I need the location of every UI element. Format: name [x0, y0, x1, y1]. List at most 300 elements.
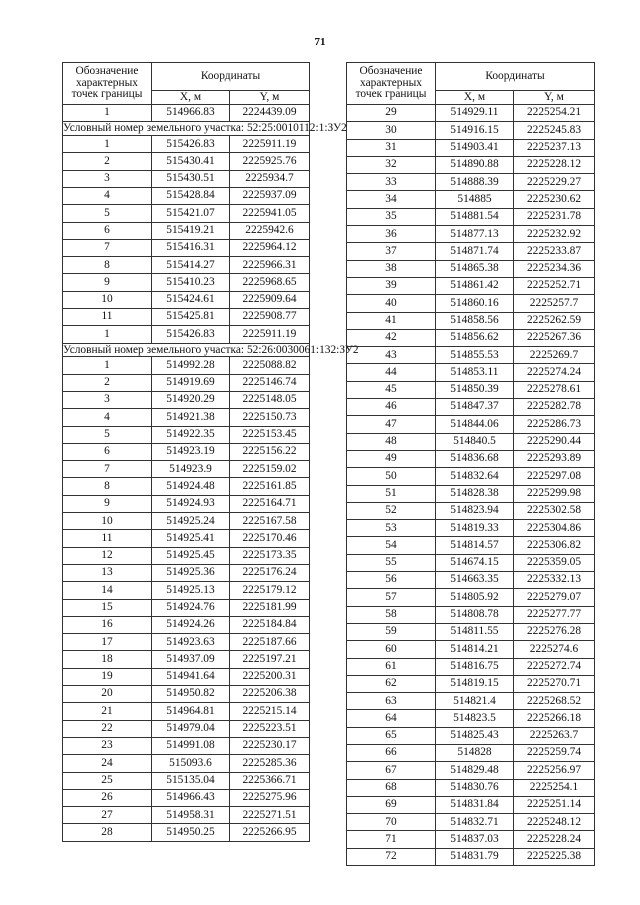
y-value: 2225925.76	[230, 153, 310, 170]
table-row	[347, 658, 595, 675]
y-value: 2225153.45	[230, 426, 310, 443]
y-value: 2225275.96	[230, 789, 310, 806]
y-value: 2225909.64	[230, 291, 310, 308]
table-row	[63, 634, 310, 651]
x-value: 514991.08	[152, 737, 230, 754]
point-number: 28	[63, 824, 152, 841]
point-number: 32	[347, 156, 436, 173]
table-row	[63, 239, 310, 256]
x-value: 514992.28	[152, 357, 230, 374]
point-number: 48	[347, 433, 436, 450]
table-row	[347, 589, 595, 606]
point-number: 12	[63, 547, 152, 564]
x-value: 514814.57	[436, 537, 514, 554]
y-value: 2225299.98	[514, 485, 595, 502]
point-number: 9	[63, 495, 152, 512]
point-number: 46	[347, 399, 436, 416]
x-value: 514850.39	[436, 381, 514, 398]
point-number: 43	[347, 347, 436, 364]
y-value: 2225176.24	[230, 564, 310, 581]
y-value: 2225290.44	[514, 433, 595, 450]
table-row	[347, 156, 595, 173]
x-value: 514853.11	[436, 364, 514, 381]
table-row	[347, 641, 595, 658]
point-number: 39	[347, 277, 436, 294]
y-value: 2225200.31	[230, 668, 310, 685]
x-value: 514837.03	[436, 831, 514, 848]
point-number: 58	[347, 606, 436, 623]
x-value: 514858.56	[436, 312, 514, 329]
point-number: 11	[63, 530, 152, 547]
x-value: 514821.4	[436, 693, 514, 710]
y-value: 2225170.46	[230, 530, 310, 547]
y-value: 2225187.66	[230, 634, 310, 651]
x-value: 514941.64	[152, 668, 230, 685]
table-row	[347, 450, 595, 467]
table-row	[347, 329, 595, 346]
table-row	[63, 582, 310, 599]
table-row	[347, 226, 595, 243]
y-value: 2225266.18	[514, 710, 595, 727]
point-number: 71	[347, 831, 436, 848]
x-value: 514823.5	[436, 710, 514, 727]
x-value: 514890.88	[436, 156, 514, 173]
point-number: 62	[347, 675, 436, 692]
point-number: 9	[63, 274, 152, 291]
table-row	[63, 291, 310, 308]
table-row	[347, 537, 595, 554]
y-value: 2225942.6	[230, 222, 310, 239]
point-number: 6	[63, 222, 152, 239]
y-value: 2225332.13	[514, 572, 595, 589]
x-value: 514923.19	[152, 443, 230, 460]
point-number: 70	[347, 814, 436, 831]
table-row	[63, 478, 310, 495]
point-number: 31	[347, 139, 436, 156]
table-row	[347, 675, 595, 692]
x-value: 515430.51	[152, 170, 230, 187]
point-number: 13	[63, 564, 152, 581]
table-row	[347, 572, 595, 589]
y-value: 2225269.7	[514, 347, 595, 364]
x-value: 514925.36	[152, 564, 230, 581]
y-value: 2225262.59	[514, 312, 595, 329]
y-value: 2225934.7	[230, 170, 310, 187]
point-number: 1	[63, 357, 152, 374]
y-value: 2225270.71	[514, 675, 595, 692]
point-number: 36	[347, 226, 436, 243]
y-value: 2225293.89	[514, 450, 595, 467]
point-number: 40	[347, 295, 436, 312]
table-row	[63, 720, 310, 737]
x-value: 514871.74	[436, 243, 514, 260]
point-number: 68	[347, 779, 436, 796]
table-row	[347, 381, 595, 398]
y-value: 2225164.71	[230, 495, 310, 512]
x-value: 514903.41	[436, 139, 514, 156]
point-number: 57	[347, 589, 436, 606]
y-value: 2225964.12	[230, 239, 310, 256]
point-number: 18	[63, 651, 152, 668]
x-value: 514877.13	[436, 226, 514, 243]
y-value: 2225272.74	[514, 658, 595, 675]
point-number: 30	[347, 122, 436, 139]
point-number: 44	[347, 364, 436, 381]
point-number: 65	[347, 727, 436, 744]
x-value: 514924.93	[152, 495, 230, 512]
x-value: 514663.35	[436, 572, 514, 589]
x-value: 514958.31	[152, 807, 230, 824]
table-row	[63, 409, 310, 426]
point-number: 4	[63, 409, 152, 426]
table-row	[347, 606, 595, 623]
y-value: 2225266.95	[230, 824, 310, 841]
point-number: 69	[347, 796, 436, 813]
point-number: 37	[347, 243, 436, 260]
y-value: 2225941.05	[230, 205, 310, 222]
table-row	[63, 187, 310, 204]
point-number: 54	[347, 537, 436, 554]
x-value: 514819.15	[436, 675, 514, 692]
point-number: 17	[63, 634, 152, 651]
x-value: 514888.39	[436, 174, 514, 191]
y-header: Y, м	[230, 91, 310, 105]
table-row	[63, 547, 310, 564]
y-value: 2224439.09	[230, 105, 310, 122]
table-row	[347, 779, 595, 796]
table-row	[347, 520, 595, 537]
y-value: 2225268.52	[514, 693, 595, 710]
y-value: 2225251.14	[514, 796, 595, 813]
y-value: 2225179.12	[230, 582, 310, 599]
y-value: 2225966.31	[230, 257, 310, 274]
y-value: 2225937.09	[230, 187, 310, 204]
table-row	[347, 502, 595, 519]
point-number: 55	[347, 554, 436, 571]
y-value: 2225252.71	[514, 277, 595, 294]
land-plot-number: Условный номер земельного участка: 52:26:0030061:132:ЗУ2	[63, 343, 359, 356]
table-row	[347, 208, 595, 225]
table-row	[63, 651, 310, 668]
x-value: 514950.25	[152, 824, 230, 841]
table-row	[347, 122, 595, 139]
table-row	[63, 391, 310, 408]
table-row	[347, 831, 595, 848]
table-row	[347, 468, 595, 485]
table-row	[347, 485, 595, 502]
coordinates-header: Координаты	[436, 63, 595, 91]
table-row	[63, 443, 310, 460]
x-value: 514832.64	[436, 468, 514, 485]
x-value: 514831.79	[436, 848, 514, 865]
x-value: 514831.84	[436, 796, 514, 813]
y-value: 2225161.85	[230, 478, 310, 495]
point-number: 21	[63, 703, 152, 720]
y-value: 2225259.74	[514, 744, 595, 761]
y-value: 2225232.92	[514, 226, 595, 243]
x-value: 514921.38	[152, 409, 230, 426]
point-number: 27	[63, 807, 152, 824]
y-value: 2225304.86	[514, 520, 595, 537]
x-value: 514925.24	[152, 513, 230, 530]
point-number: 5	[63, 205, 152, 222]
y-value: 2225276.28	[514, 623, 595, 640]
y-value: 2225215.14	[230, 703, 310, 720]
table-row	[63, 564, 310, 581]
point-number: 35	[347, 208, 436, 225]
page-number: 71	[314, 36, 326, 48]
point-number: 29	[347, 105, 436, 122]
x-value: 515430.41	[152, 153, 230, 170]
y-value: 2225366.71	[230, 772, 310, 789]
table-row	[63, 824, 310, 841]
section-row	[63, 343, 310, 357]
point-number: 25	[63, 772, 152, 789]
table-row	[347, 277, 595, 294]
table-row	[63, 105, 310, 122]
table-row	[347, 105, 595, 122]
point-number: 4	[63, 187, 152, 204]
x-value: 514819.33	[436, 520, 514, 537]
y-value: 2225274.6	[514, 641, 595, 658]
point-number: 38	[347, 260, 436, 277]
x-value: 514924.26	[152, 616, 230, 633]
point-number: 24	[63, 755, 152, 772]
table-row	[63, 789, 310, 806]
table-row	[63, 599, 310, 616]
point-number: 67	[347, 762, 436, 779]
y-value: 2225230.17	[230, 737, 310, 754]
y-value: 2225282.78	[514, 399, 595, 416]
point-number: 23	[63, 737, 152, 754]
y-value: 2225267.36	[514, 329, 595, 346]
x-value: 514840.5	[436, 433, 514, 450]
point-number: 47	[347, 416, 436, 433]
y-value: 2225286.73	[514, 416, 595, 433]
table-row	[63, 326, 310, 343]
point-number: 7	[63, 461, 152, 478]
x-value: 514929.11	[436, 105, 514, 122]
y-value: 2225173.35	[230, 547, 310, 564]
table-row	[63, 136, 310, 153]
y-value: 2225206.38	[230, 686, 310, 703]
y-value: 2225228.12	[514, 156, 595, 173]
x-value: 514919.69	[152, 374, 230, 391]
point-number: 59	[347, 623, 436, 640]
table-row	[63, 513, 310, 530]
table-row	[63, 530, 310, 547]
x-value: 515093.6	[152, 755, 230, 772]
point-number: 42	[347, 329, 436, 346]
x-value: 514847.37	[436, 399, 514, 416]
table-row	[347, 796, 595, 813]
table-row	[63, 703, 310, 720]
x-value: 514966.83	[152, 105, 230, 122]
y-value: 2225234.36	[514, 260, 595, 277]
table-row	[347, 848, 595, 865]
table-row	[63, 686, 310, 703]
table-row	[63, 616, 310, 633]
y-value: 2225254.1	[514, 779, 595, 796]
y-value: 2225911.19	[230, 326, 310, 343]
table-row	[347, 762, 595, 779]
x-value: 514924.76	[152, 599, 230, 616]
y-value: 2225156.22	[230, 443, 310, 460]
y-value: 2225285.36	[230, 755, 310, 772]
y-value: 2225088.82	[230, 357, 310, 374]
x-value: 514916.15	[436, 122, 514, 139]
table-row	[63, 495, 310, 512]
point-number: 56	[347, 572, 436, 589]
x-value: 514805.92	[436, 589, 514, 606]
y-value: 2225150.73	[230, 409, 310, 426]
x-value: 514832.71	[436, 814, 514, 831]
x-value: 514816.75	[436, 658, 514, 675]
y-value: 2225167.58	[230, 513, 310, 530]
y-value: 2225181.99	[230, 599, 310, 616]
x-value: 514964.81	[152, 703, 230, 720]
x-value: 514885	[436, 191, 514, 208]
x-value: 514856.62	[436, 329, 514, 346]
point-number: 1	[63, 105, 152, 122]
table-row	[63, 205, 310, 222]
point-number: 2	[63, 153, 152, 170]
point-number: 22	[63, 720, 152, 737]
x-value: 514814.21	[436, 641, 514, 658]
table-row	[63, 170, 310, 187]
point-number: 14	[63, 582, 152, 599]
point-number: 61	[347, 658, 436, 675]
y-value: 2225148.05	[230, 391, 310, 408]
x-value: 514881.54	[436, 208, 514, 225]
x-value: 514923.63	[152, 634, 230, 651]
land-plot-number: Условный номер земельного участка: 52:25:0010112:1:ЗУ2	[63, 122, 347, 135]
x-value: 515428.84	[152, 187, 230, 204]
y-value: 2225228.24	[514, 831, 595, 848]
x-value: 514861.42	[436, 277, 514, 294]
point-number: 2	[63, 374, 152, 391]
x-value: 514925.45	[152, 547, 230, 564]
y-value: 2225297.08	[514, 468, 595, 485]
x-value: 514811.55	[436, 623, 514, 640]
y-value: 2225968.65	[230, 274, 310, 291]
x-value: 514830.76	[436, 779, 514, 796]
y-value: 2225911.19	[230, 136, 310, 153]
point-number: 20	[63, 686, 152, 703]
coordinates-table-left	[62, 62, 359, 842]
table-row	[347, 710, 595, 727]
table-row	[63, 668, 310, 685]
point-number: 8	[63, 478, 152, 495]
table-row	[347, 814, 595, 831]
y-value: 2225231.78	[514, 208, 595, 225]
table-row	[347, 433, 595, 450]
point-number: 6	[63, 443, 152, 460]
x-value: 515414.27	[152, 257, 230, 274]
coordinates-table-right	[346, 62, 595, 866]
point-number: 1	[63, 326, 152, 343]
point-number: 63	[347, 693, 436, 710]
table-row	[347, 364, 595, 381]
x-value: 514937.09	[152, 651, 230, 668]
y-value: 2225908.77	[230, 309, 310, 326]
table-row	[63, 755, 310, 772]
x-value: 514836.68	[436, 450, 514, 467]
x-value: 514829.48	[436, 762, 514, 779]
point-number: 66	[347, 744, 436, 761]
x-value: 514979.04	[152, 720, 230, 737]
table-row	[63, 772, 310, 789]
table-row	[63, 737, 310, 754]
y-value: 2225271.51	[230, 807, 310, 824]
y-value: 2225278.61	[514, 381, 595, 398]
x-value: 514925.41	[152, 530, 230, 547]
table-row	[63, 374, 310, 391]
table-row	[347, 312, 595, 329]
x-value: 515416.31	[152, 239, 230, 256]
table-row	[63, 807, 310, 824]
table-row	[63, 257, 310, 274]
x-value: 514925.13	[152, 582, 230, 599]
point-number: 45	[347, 381, 436, 398]
point-number: 49	[347, 450, 436, 467]
table-row	[347, 260, 595, 277]
point-number: 19	[63, 668, 152, 685]
y-value: 2225359.05	[514, 554, 595, 571]
point-number: 60	[347, 641, 436, 658]
y-value: 2225274.24	[514, 364, 595, 381]
x-value: 515426.83	[152, 136, 230, 153]
table-row	[347, 416, 595, 433]
y-value: 2225263.7	[514, 727, 595, 744]
point-number: 10	[63, 513, 152, 530]
x-value: 514844.06	[436, 416, 514, 433]
section-row	[63, 122, 310, 136]
x-value: 515426.83	[152, 326, 230, 343]
table-row	[347, 744, 595, 761]
table-row	[347, 693, 595, 710]
table-row	[63, 357, 310, 374]
x-value: 514823.94	[436, 502, 514, 519]
x-value: 514828	[436, 744, 514, 761]
table-row	[347, 347, 595, 364]
y-value: 2225229.27	[514, 174, 595, 191]
point-number: 41	[347, 312, 436, 329]
x-value: 514950.82	[152, 686, 230, 703]
point-number: 8	[63, 257, 152, 274]
point-number: 72	[347, 848, 436, 865]
table-row	[347, 554, 595, 571]
table-row	[63, 461, 310, 478]
x-value: 514828.38	[436, 485, 514, 502]
point-number: 10	[63, 291, 152, 308]
table-row	[63, 222, 310, 239]
x-value: 515410.23	[152, 274, 230, 291]
y-value: 2225146.74	[230, 374, 310, 391]
point-number: 33	[347, 174, 436, 191]
y-value: 2225306.82	[514, 537, 595, 554]
x-value: 514924.48	[152, 478, 230, 495]
y-value: 2225248.12	[514, 814, 595, 831]
table-row	[347, 295, 595, 312]
y-value: 2225223.51	[230, 720, 310, 737]
x-value: 515425.81	[152, 309, 230, 326]
y-value: 2225197.21	[230, 651, 310, 668]
y-value: 2225230.62	[514, 191, 595, 208]
point-number: 51	[347, 485, 436, 502]
point-number: 64	[347, 710, 436, 727]
point-header: Обозначение характерных точек границы	[347, 63, 436, 105]
